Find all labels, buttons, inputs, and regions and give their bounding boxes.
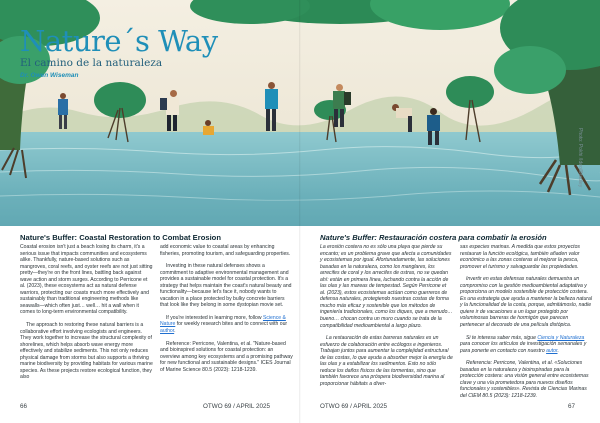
author-link[interactable]: author xyxy=(160,328,175,335)
left-column-1 xyxy=(20,244,153,387)
author-name: Dr. Owen Wiseman xyxy=(20,72,79,79)
title-block xyxy=(20,26,218,79)
right-column-2 xyxy=(460,244,593,405)
paragraph: Investing in these natural defenses shows a commitment to adaptive environmental management and provides a sustainable model for coastal protection. It's a strategy that helps maintain the coast's natural beauty and functionality—because let's face it, nobody wants to vacation in a place protected by bulky concrete barriers that look like they belong in some dystopian movie set. xyxy=(160,263,292,309)
paragraph: The approach to restoring these natural barriers is a collaborative effort involving ecologists and engineers. They work together to increase the structural complexity of shorelines, which helps absorb wave energy more effectively and stabilize sediments. This not only reduces physical damage from storms but also supports a thriving marine biodiversity by providing habitats for various marine species. As these projects restore ecological function, they also xyxy=(20,322,153,381)
paragraph: La restauración de estas barreras naturales es un esfuerzo de colaboración entre ecólogos e ingenieros. Trabajan juntos para aumentar la complejidad estructural de las costas, lo que ayuda a absorber mejor la energía de las olas y a estabilizar los sedimentos. Esto no sólo reduce los daños físicos de las tormentas, sino que también favorece una próspera biodiversidad marina al proporcionar hábitats a diver- xyxy=(320,335,453,387)
paragraph: Invertir en estas defensas naturales demuestra un compromiso con la gestión medioambiental adaptativa y proporciona un modelo sostenible de protección costera. Es una estrategia que ayuda a mantener la belleza natural y la funcionalidad de la costa, porque, admitámoslo, nadie quiere ir de vacaciones a un lugar protegido por voluminosas barreras de hormigón que parecen pertenecer al decorado de una película distópica. xyxy=(460,276,592,329)
magazine-subtitle: El camino de la naturaleza xyxy=(20,57,163,69)
paragraph: add economic value to coastal areas by enhancing fisheries, promoting tourism, and safeguarding properties. xyxy=(160,244,291,257)
autor-link[interactable]: autor xyxy=(546,347,558,354)
headline-spanish: Nature's Buffer: Restauración costera para combatir la erosión xyxy=(320,233,547,242)
page-gutter xyxy=(299,0,301,423)
left-column-2 xyxy=(160,244,293,379)
ciencia-naturaleza-link[interactable]: Ciencia y Naturaleza xyxy=(537,334,585,341)
page-number-right: 67 xyxy=(568,403,576,410)
science-nature-link[interactable]: Science & Nature xyxy=(160,314,286,328)
headline-english: Nature's Buffer: Coastal Restoration to Combat Erosion xyxy=(20,233,221,242)
reference: Reference: Perricone, Valentina, et al. "Nature-based and bioinspired solutions for coastal protection: an overview among key ecosystems and a promising pathway for new functional and sustainable designs." ICES Journal of Marine Science 80.5 (2023): 1218-1239. xyxy=(160,340,293,373)
paragraph: La erosión costera no es sólo una playa que pierde su encanto; es un problema grave que afecta a comunidades y ecosistemas por igual. Afortunadamente, las soluciones basadas en la naturaleza, como los manglares, los arrecifes de coral y los arrecifes de ostras, no se quedan ahí: están en primera línea, luchando contra la acción de las olas y las mareas de tempestad. Según Perricone et al. (2023), estos ecosistemas actúan como guerreros de defensa naturales, protegiendo nuestras costas de forma mucho más eficaz y sostenible que los métodos de ingeniería tradicionales, como los diques, que a menudo… bueno… chocan contra un muro cuando se trata de la compatibilidad medioambiental a largo plazo. xyxy=(320,244,453,329)
issue-left: OTWO 69 / APRIL 2025 xyxy=(203,403,270,410)
right-column-1 xyxy=(320,244,453,393)
paragraph: Coastal erosion isn't just a beach losing its charm, it's a serious issue that impacts communities and ecosystems alike. Thankfully, nature-based solutions such as mangroves, coral reefs, and oyster reefs are not just sitting pretty—they're on the front lines, battling back against wave action and storm surges. According to Perricone et al. (2023), these ecosystems act as natural defense warriors, protecting our coasts much more effectively and sustainably than traditional engineering methods like seawalls—which often just… well… hit a wall when it comes to long-term environmental compatibility. xyxy=(20,244,153,316)
paragraph-follow: If you're interested in learning more, follow Science & Nature for weekly research bites and to connect with our author. xyxy=(160,314,288,335)
issue-right: OTWO 69 / APRIL 2025 xyxy=(320,403,387,410)
paragraph-follow: Si te interesa saber más, sigue Ciencia y Naturaleza para conocer los artículos de investigación semanales y para ponerte en contacto con nuestro autor. xyxy=(460,334,587,354)
magazine-title: Nature´s Way xyxy=(20,24,218,58)
reference: Referencia: Perricone, Valentina, et al. «Soluciones basadas en la naturaleza y bioinspiradas para la protección costera: una visión general entre ecosistemas clave y una vía prometedora para nuevos diseños funcionales y sostenibles». Revista de Ciencias Marinas del CIEM 80.5 (2023): 1218-1239. xyxy=(460,360,589,399)
photo-credit: Photo: Pokhi /Ideo/Bradley xyxy=(577,128,583,188)
paragraph: sas especies marinas. A medida que estos proyectos restauran la función ecológica, también añaden valor económico a las zonas costeras al mejorar la pesca, promover el turismo y salvaguardar las propiedades. xyxy=(460,244,580,270)
page-number-left: 66 xyxy=(20,403,28,410)
